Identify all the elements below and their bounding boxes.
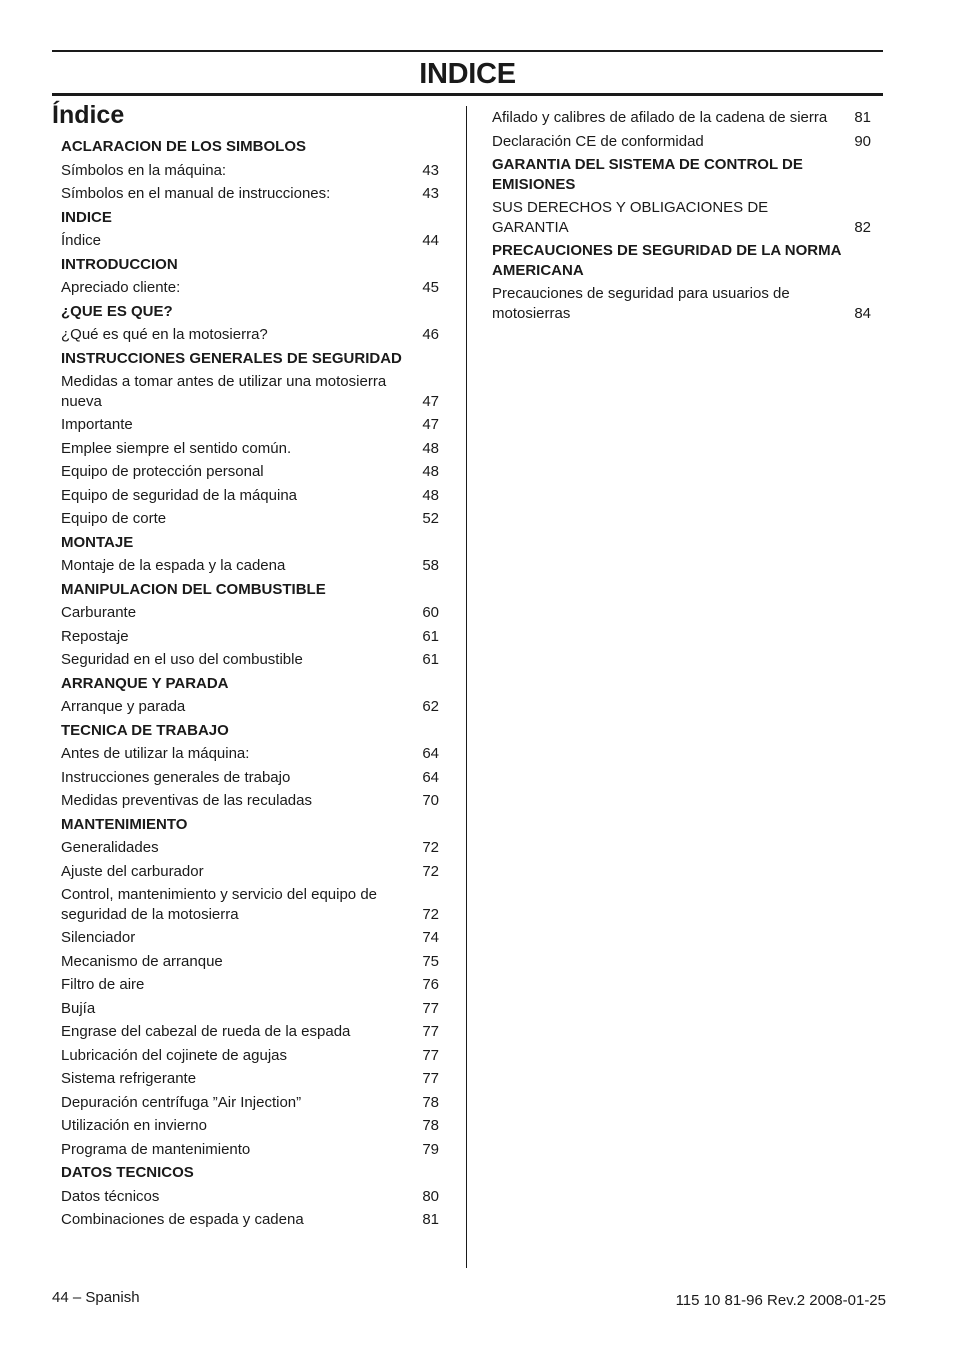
page-header-title: INDICE (419, 58, 516, 90)
toc-entry-page-number: 47 (422, 392, 439, 410)
toc-entry-title: Repostaje (61, 627, 129, 645)
toc-entry[interactable] (61, 1091, 439, 1115)
toc-entry-title: Filtro de aire (61, 976, 145, 993)
toc-entry[interactable] (61, 926, 439, 950)
toc-entry[interactable] (61, 1185, 439, 1209)
toc-entry[interactable] (61, 437, 439, 461)
toc-entry-page-number: 58 (422, 557, 439, 574)
toc-entry-page-number: 74 (422, 929, 439, 946)
toc-section-heading: DATOS TECNICOS (61, 1164, 194, 1181)
toc-entry-title: Utilización en invierno (61, 1117, 207, 1134)
toc-entry-page-number: 90 (854, 132, 871, 150)
toc-entry[interactable] (61, 883, 439, 926)
footer-page-label: 44 – Spanish (52, 1289, 140, 1306)
toc-entry[interactable] (61, 997, 439, 1021)
toc-entry-page-number: 78 (422, 1093, 439, 1111)
toc-entry[interactable] (61, 1044, 439, 1068)
header-rule (52, 93, 883, 96)
toc-entry-title: Afilado y calibres de afilado de la cadena de sierra (492, 109, 828, 126)
toc-entry-page-number: 64 (422, 745, 439, 762)
toc-entry-page-number: 84 (854, 304, 871, 322)
toc-entry-page-number: 72 (422, 839, 439, 856)
toc-entry-title: Silenciador (61, 929, 136, 946)
toc-section-heading: INSTRUCCIONES GENERALES DE SEGURIDAD (61, 349, 402, 367)
toc-entry[interactable] (492, 196, 871, 239)
toc-entry-title: Lubricación del cojinete de agujas (61, 1046, 287, 1064)
toc-entry-page-number: 82 (854, 218, 871, 236)
toc-entry-title: Emplee siempre el sentido común. (61, 439, 292, 457)
top-rule (52, 50, 883, 52)
toc-entry-page-number: 61 (422, 627, 439, 645)
toc-section-heading: MANIPULACION DEL COMBUSTIBLE (61, 580, 326, 598)
toc-entry-page-number: 46 (422, 326, 439, 343)
toc-entry-title: SUS DERECHOS Y OBLIGACIONES DE GARANTIA (492, 199, 769, 236)
toc-entry-page-number: 64 (422, 768, 439, 786)
toc-entry[interactable] (61, 323, 439, 347)
toc-entry[interactable] (61, 648, 439, 672)
toc-entry-page-number: 79 (422, 1140, 439, 1158)
toc-entry-title: Control, mantenimiento y servicio del equipo de seguridad de la motosierra (61, 886, 378, 923)
toc-entry-title: Importante (61, 416, 133, 433)
toc-entry-title: Declaración CE de conformidad (492, 132, 704, 150)
toc-entry[interactable] (61, 789, 439, 813)
toc-entry[interactable] (61, 182, 439, 206)
toc-entry[interactable] (61, 601, 439, 625)
toc-entry-title: Equipo de corte (61, 510, 167, 527)
toc-entry-page-number: 76 (422, 976, 439, 993)
toc-right-column (492, 106, 871, 325)
toc-entry[interactable] (61, 276, 439, 300)
toc-entry-title: Medidas preventivas de las reculadas (61, 792, 312, 809)
toc-entry[interactable] (61, 625, 439, 649)
toc-entry-title: Símbolos en el manual de instrucciones: (61, 185, 331, 202)
toc-entry[interactable] (61, 695, 439, 719)
toc-entry-title: Montaje de la espada y la cadena (61, 557, 286, 574)
toc-entry-title: Combinaciones de espada y cadena (61, 1211, 304, 1228)
toc-section-heading: ACLARACION DE LOS SIMBOLOS (61, 138, 307, 155)
toc-entry-page-number: 80 (422, 1187, 439, 1205)
toc-entry-title: Apreciado cliente: (61, 279, 181, 296)
toc-entry[interactable] (61, 460, 439, 484)
toc-entry-page-number: 48 (422, 486, 439, 504)
toc-entry-page-number: 44 (422, 232, 439, 249)
toc-entry-title: Engrase del cabezal de rueda de la espada (61, 1023, 351, 1040)
toc-entry[interactable] (61, 1138, 439, 1162)
toc-entry-title: ¿Qué es qué en la motosierra? (61, 326, 268, 343)
toc-entry[interactable] (61, 1208, 439, 1232)
toc-section-heading: MONTAJE (61, 533, 134, 551)
toc-entry[interactable] (492, 106, 871, 130)
toc-entry-title: Seguridad en el uso del combustible (61, 651, 303, 668)
toc-section-heading: GARANTIA DEL SISTEMA DE CONTROL DE EMISIONES (492, 156, 803, 193)
toc-entry-title: Índice (61, 232, 102, 249)
toc-entry-page-number: 48 (422, 463, 439, 480)
toc-entry[interactable] (61, 370, 439, 413)
toc-entry-title: Datos técnicos (61, 1187, 160, 1205)
toc-entry-title: Arranque y parada (61, 698, 186, 715)
toc-left-column (61, 135, 439, 1232)
toc-entry-page-number: 77 (422, 1070, 439, 1087)
toc-entry[interactable] (61, 766, 439, 790)
toc-entry-title: Precauciones de seguridad para usuarios de motosierras (492, 285, 790, 322)
toc-section-heading: PRECAUCIONES DE SEGURIDAD DE LA NORMA AMERICANA (492, 242, 841, 279)
toc-section-heading: INTRODUCCION (61, 255, 178, 273)
toc-entry-title: Antes de utilizar la máquina: (61, 745, 250, 762)
toc-entry-page-number: 47 (422, 416, 439, 433)
toc-entry-page-number: 43 (422, 161, 439, 179)
toc-entry[interactable] (61, 1067, 439, 1091)
toc-section-heading: INDICE (61, 208, 112, 226)
toc-entry-page-number: 77 (422, 999, 439, 1017)
toc-entry-title: Sistema refrigerante (61, 1070, 197, 1087)
toc-entry-page-number: 45 (422, 279, 439, 296)
toc-entry[interactable] (61, 484, 439, 508)
toc-entry-page-number: 78 (422, 1117, 439, 1134)
toc-entry-page-number: 81 (854, 109, 871, 126)
toc-entry-page-number: 70 (422, 792, 439, 809)
toc-entry[interactable] (61, 229, 439, 253)
toc-entry-page-number: 72 (422, 905, 439, 923)
toc-entry[interactable] (61, 836, 439, 860)
toc-entry-title: Generalidades (61, 839, 159, 856)
toc-entry-page-number: 81 (422, 1211, 439, 1228)
footer-doc-number: 115 10 81-96 Rev.2 2008-01-25 (675, 1292, 886, 1309)
toc-entry-title: Bujía (61, 999, 96, 1017)
toc-entry-title: Depuración centrífuga ”Air Injection” (61, 1093, 302, 1111)
toc-entry[interactable] (61, 159, 439, 183)
toc-entry[interactable] (61, 554, 439, 578)
toc-entry-page-number: 43 (422, 185, 439, 202)
toc-entry-page-number: 52 (422, 510, 439, 527)
toc-entry-title: Medidas a tomar antes de utilizar una motosierra nueva (61, 373, 387, 410)
toc-entry-page-number: 75 (422, 952, 439, 970)
toc-section-heading: ARRANQUE Y PARADA (61, 674, 229, 692)
toc-entry[interactable] (61, 860, 439, 884)
toc-entry-title: Ajuste del carburador (61, 862, 204, 880)
toc-entry-page-number: 77 (422, 1023, 439, 1040)
toc-section-heading: MANTENIMIENTO (61, 815, 188, 833)
toc-section-heading: TECNICA DE TRABAJO (61, 721, 229, 739)
toc-section-heading: ¿QUE ES QUE? (61, 302, 173, 320)
toc-entry-title: Mecanismo de arranque (61, 952, 223, 970)
toc-entry-title: Carburante (61, 604, 137, 621)
toc-entry[interactable] (61, 742, 439, 766)
toc-entry[interactable] (492, 130, 871, 154)
toc-entry-page-number: 48 (422, 439, 439, 457)
toc-entry[interactable] (61, 413, 439, 437)
toc-entry-page-number: 61 (422, 651, 439, 668)
toc-entry[interactable] (61, 950, 439, 974)
toc-entry[interactable] (61, 1020, 439, 1044)
toc-entry-page-number: 77 (422, 1046, 439, 1064)
toc-entry[interactable] (61, 973, 439, 997)
toc-entry-title: Equipo de seguridad de la máquina (61, 486, 298, 504)
toc-entry-title: Equipo de protección personal (61, 463, 264, 480)
toc-entry[interactable] (61, 1114, 439, 1138)
toc-entry-page-number: 62 (422, 698, 439, 715)
toc-entry[interactable] (492, 282, 871, 325)
column-divider (466, 106, 467, 1268)
toc-entry-title: Símbolos en la máquina: (61, 161, 227, 179)
toc-entry-page-number: 60 (422, 604, 439, 621)
toc-entry-title: Programa de mantenimiento (61, 1140, 251, 1158)
toc-entry-page-number: 72 (422, 862, 439, 880)
toc-entry[interactable] (61, 507, 439, 531)
toc-entry-title: Instrucciones generales de trabajo (61, 768, 291, 786)
section-title: Índice (52, 101, 125, 129)
